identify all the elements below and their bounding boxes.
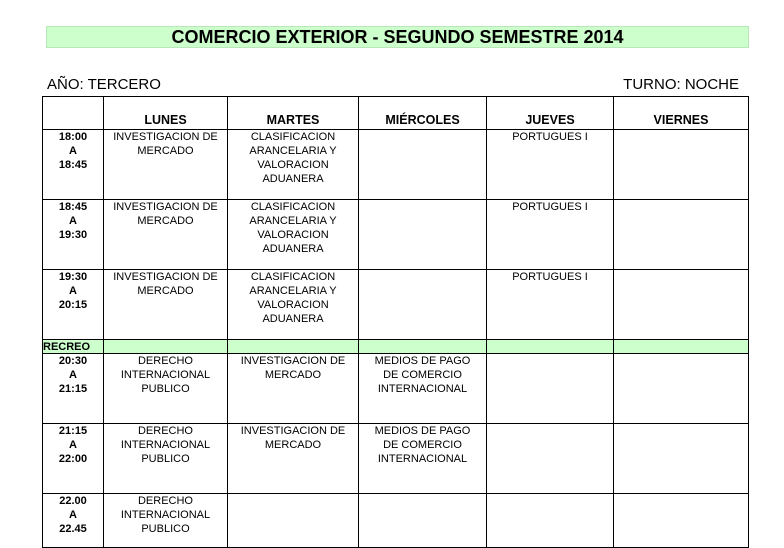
class-cell [359,354,487,424]
cell-text-line: INTERNACIONAL [120,509,211,521]
time-header [43,97,104,130]
cell-text-line: CLASIFICACION [250,271,336,283]
cell-text-line: VALORACION [257,229,329,241]
class-cell [228,270,359,340]
cell-text-line: MEDIOS DE PAGO [374,355,471,367]
class-cell [359,200,487,270]
day-header-viernes: VIERNES [614,97,749,130]
page-title: COMERCIO EXTERIOR - SEGUNDO SEMESTRE 2014 [46,26,749,48]
cell-text-line: PUBLICO [141,523,190,535]
recess-cell [487,340,614,354]
cell-text-line: ARANCELARIA Y [249,285,337,297]
cell-text-line: MERCADO [137,145,194,157]
day-header-lunes: LUNES [104,97,228,130]
cell-text-line: 22.45 [59,523,87,535]
schedule-row [43,130,749,200]
class-cell [104,270,228,340]
cell-text-line: 21:15 [58,425,88,437]
cell-text-line: A [69,509,77,521]
schedule-row [43,424,749,494]
class-cell [487,200,614,270]
class-cell [359,494,487,548]
cell-text-line: PORTUGUES I [512,271,588,283]
class-cell [228,354,359,424]
time-cell [43,494,104,548]
cell-text-line: A [69,145,77,157]
class-cell [104,130,228,200]
cell-text-line: INTERNACIONAL [120,369,211,381]
schedule-row [43,354,749,424]
cell-text-line: DE COMERCIO [383,439,462,451]
cell-text-line: DERECHO [137,495,193,507]
cell-text-line: INVESTIGACION DE [113,271,218,283]
header-row [43,97,749,130]
cell-text-line: 20:30 [58,355,88,367]
cell-text-line: VALORACION [257,159,329,171]
cell-text-line: ARANCELARIA Y [249,215,337,227]
cell-text-line: MERCADO [137,285,194,297]
cell-text-line: 21:15 [58,383,88,395]
recess-cell [614,340,749,354]
class-cell [487,130,614,200]
class-cell [228,130,359,200]
year-label: AÑO: TERCERO [47,76,161,93]
time-cell [43,424,104,494]
cell-text-line: ADUANERA [262,313,324,325]
class-cell [228,200,359,270]
cell-text-line: INVESTIGACION DE [240,425,346,437]
cell-text-line: INTERNACIONAL [377,453,468,465]
recess-cell [104,340,228,354]
recess-row [43,340,749,354]
cell-text-line: 22:00 [58,453,88,465]
cell-text-line: 20:15 [58,299,88,311]
cell-text-line: PORTUGUES I [512,201,588,213]
schedule-row [43,270,749,340]
schedule-row [43,200,749,270]
cell-text-line: VALORACION [257,299,329,311]
cell-text-line: MERCADO [264,369,322,381]
time-cell [43,270,104,340]
class-cell [104,200,228,270]
class-cell [614,354,749,424]
cell-text-line: INVESTIGACION DE [240,355,346,367]
cell-text-line: 22.00 [59,495,87,507]
time-cell [43,200,104,270]
cell-text-line: DERECHO [137,425,193,437]
class-cell [614,424,749,494]
recess-cell [359,340,487,354]
class-cell [487,270,614,340]
cell-text-line: DE COMERCIO [383,369,462,381]
recess-cell [228,340,359,354]
class-cell [614,494,749,548]
cell-text-line: DERECHO [137,355,193,367]
schedule-table [42,96,749,548]
class-cell [104,494,228,548]
class-cell [359,130,487,200]
cell-text-line: MEDIOS DE PAGO [374,425,471,437]
cell-text-line: MERCADO [137,215,194,227]
cell-text-line: CLASIFICACION [250,131,336,143]
class-cell [359,424,487,494]
time-cell [43,354,104,424]
cell-text-line: PORTUGUES I [512,131,588,143]
class-cell [614,270,749,340]
class-cell [104,354,228,424]
time-cell [43,130,104,200]
class-cell [487,354,614,424]
cell-text-line: A [69,285,77,297]
cell-text-line: 18:45 [58,159,88,171]
shift-label: TURNO: NOCHE [623,76,739,93]
cell-text-line: MERCADO [264,439,322,451]
class-cell [614,130,749,200]
schedule-body [43,130,749,548]
cell-text-line: A [69,215,77,227]
day-header-miercoles: MIÉRCOLES [359,97,487,130]
cell-text-line: 18:45 [58,201,88,213]
cell-text-line: ADUANERA [262,243,324,255]
cell-text-line: ADUANERA [262,173,324,185]
cell-text-line: A [69,439,77,451]
cell-text-line: INVESTIGACION DE [113,201,218,213]
class-cell [487,494,614,548]
class-cell [104,424,228,494]
class-cell [487,424,614,494]
cell-text-line: PUBLICO [141,383,190,395]
recess-label: RECREO [43,340,104,354]
cell-text-line: INTERNACIONAL [120,439,211,451]
day-header-martes: MARTES [228,97,359,130]
cell-text-line: ARANCELARIA Y [249,145,337,157]
class-cell [228,424,359,494]
class-cell [228,494,359,548]
cell-text-line: 19:30 [58,271,88,283]
cell-text-line: 18:00 [58,131,88,143]
day-header-jueves: JUEVES [487,97,614,130]
cell-text-line: INTERNACIONAL [377,383,468,395]
cell-text-line: INVESTIGACION DE [113,131,218,143]
class-cell [359,270,487,340]
cell-text-line: PUBLICO [141,453,190,465]
schedule-row [43,494,749,548]
cell-text-line: 19:30 [58,229,88,241]
cell-text-line: A [69,369,77,381]
cell-text-line: CLASIFICACION [250,201,336,213]
class-cell [614,200,749,270]
